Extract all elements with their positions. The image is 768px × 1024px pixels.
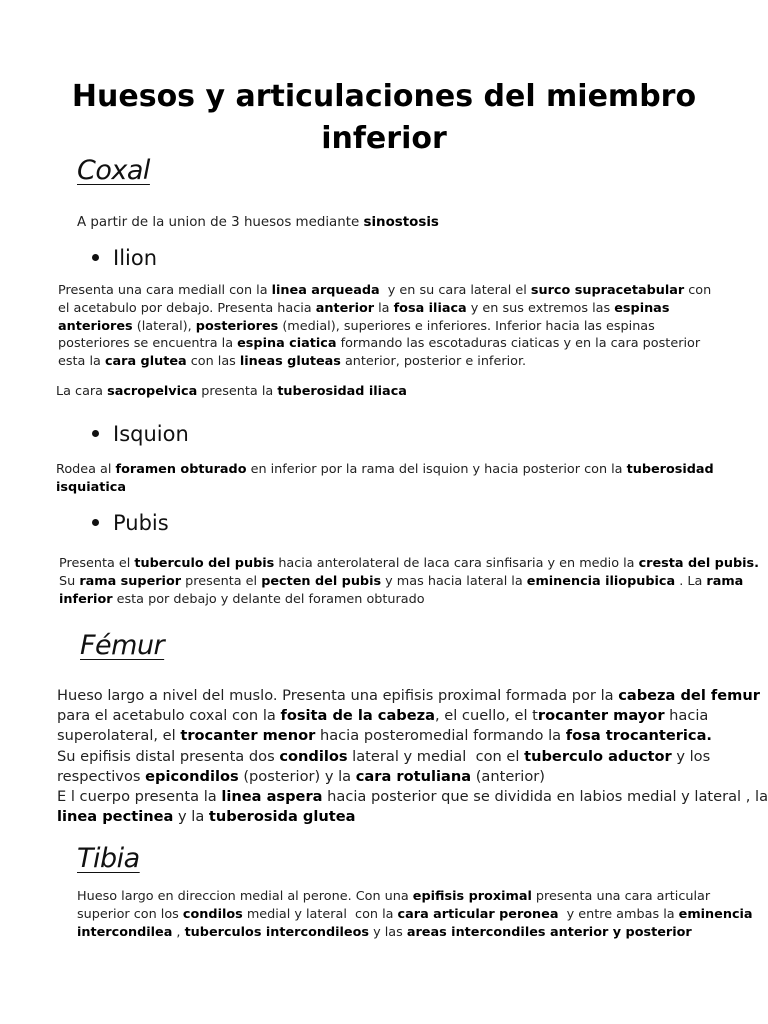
text-run: presenta una cara articular xyxy=(531,889,711,904)
text-run: E l cuerpo presenta la xyxy=(57,788,222,806)
text-run: (anterior) xyxy=(471,767,545,785)
coxal-intro xyxy=(77,214,439,231)
text-line xyxy=(57,807,768,827)
bold-term: anterior xyxy=(315,300,375,316)
title-line-2: inferior xyxy=(321,121,447,156)
text-run: anterior, posterior e inferior. xyxy=(340,354,527,370)
bold-term: espina ciatica xyxy=(237,336,337,352)
text-run: , xyxy=(172,924,185,940)
text-line xyxy=(59,591,759,609)
bold-term: lineas gluteas xyxy=(239,354,341,370)
text-run: el acetabulo por debajo. Presenta hacia xyxy=(58,300,316,316)
text-run: y la xyxy=(173,808,209,826)
bullet-dot-icon xyxy=(92,519,99,526)
bold-term: cabeza del femur xyxy=(618,687,760,704)
text-line xyxy=(57,747,768,767)
text-run: y en su cara lateral el xyxy=(379,283,531,298)
text-run: Rodea al xyxy=(56,462,116,477)
text-run: Presenta una cara mediall con la xyxy=(58,283,272,298)
page-title xyxy=(40,76,728,160)
text-run: hacia anterolateral de laca cara sinfisaria y en medio la xyxy=(274,556,639,571)
bold-term: rama superior xyxy=(79,573,182,589)
text-line xyxy=(56,479,714,497)
text-line xyxy=(57,726,768,746)
text-run: A partir de la union de 3 huesos mediante xyxy=(77,215,364,230)
isquion-paragraph xyxy=(56,461,714,497)
text-line xyxy=(57,686,768,706)
section-heading-femur: Fémur xyxy=(80,630,165,661)
femur-paragraph xyxy=(57,686,768,827)
text-run: Hueso largo en direccion medial al perone. Con una xyxy=(77,889,413,904)
bold-term: epicondilos xyxy=(145,767,239,785)
text-run: y entre ambas la xyxy=(558,906,679,922)
bold-term: sinostosis xyxy=(363,215,439,230)
bold-term: tuberosida glutea xyxy=(208,808,356,826)
text-run: Presenta el xyxy=(59,556,135,571)
text-run: con las xyxy=(186,354,240,370)
text-line xyxy=(56,461,714,479)
text-run: hacia posterior que se dividida en labios medial y lateral , la xyxy=(322,788,768,806)
text-run: esta por debajo y delante del foramen obturado xyxy=(112,591,425,607)
tibia-paragraph xyxy=(77,888,753,941)
bold-term: cara articular peronea xyxy=(397,906,559,922)
text-line xyxy=(59,573,759,591)
bold-term: inferior xyxy=(59,591,113,607)
bold-term: tuberculo del pubis xyxy=(134,556,275,571)
text-run: hacia xyxy=(664,707,709,725)
text-line xyxy=(57,767,768,787)
bold-term: intercondilea xyxy=(77,924,173,940)
text-line xyxy=(57,706,768,726)
text-line xyxy=(58,318,711,336)
text-run: presenta el xyxy=(181,573,262,589)
text-run: . La xyxy=(675,573,707,589)
bullet-label-ilion: Ilion xyxy=(113,246,158,270)
text-run: superior con los xyxy=(77,906,183,922)
text-run: presenta la xyxy=(197,384,278,399)
text-line xyxy=(77,906,753,924)
text-run: lateral y medial con el xyxy=(347,747,525,765)
text-run: Su xyxy=(59,573,80,589)
text-run: y las xyxy=(369,924,407,940)
text-run: hacia posteromedial formando la xyxy=(315,727,566,745)
text-run: posteriores se encuentra la xyxy=(58,336,238,352)
bullet-pubis xyxy=(92,511,169,535)
bold-term: cara glutea xyxy=(104,354,187,370)
bold-term: tuberculo aductor xyxy=(524,747,672,765)
title-line-1: Huesos y articulaciones del miembro xyxy=(71,79,697,114)
bold-term: fosita de la cabeza xyxy=(280,707,435,725)
bold-term: tuberculos intercondileos xyxy=(184,924,369,940)
text-run: , el cuello, el t xyxy=(434,707,538,725)
bold-term: trocanter menor xyxy=(180,727,316,745)
text-run: (medial), superiores e inferiores. Inferior hacia las espinas xyxy=(278,318,655,334)
bold-term: posteriores xyxy=(195,318,279,334)
bullet-dot-icon xyxy=(92,430,99,437)
text-line xyxy=(77,924,753,942)
bold-term: tuberosidad iliaca xyxy=(277,384,407,399)
text-run: para el acetabulo coxal con la xyxy=(57,707,281,725)
text-line xyxy=(58,335,711,353)
bold-term: espinas xyxy=(614,300,670,316)
bold-term: fosa iliaca xyxy=(393,300,467,316)
text-run: y los xyxy=(671,747,711,765)
text-run: formando las escotaduras ciaticas y en la cara posterior xyxy=(336,336,701,352)
text-line xyxy=(57,787,768,807)
bold-term: pecten del pubis xyxy=(261,573,382,589)
section-heading-coxal: Coxal xyxy=(77,155,150,186)
bold-term: linea arqueada xyxy=(271,283,380,298)
text-run: La cara xyxy=(56,384,108,399)
bullet-ilion xyxy=(92,246,157,270)
ilion-paragraph xyxy=(58,282,711,371)
bullet-label-pubis: Pubis xyxy=(113,511,169,535)
text-line xyxy=(58,300,711,318)
text-line xyxy=(58,353,711,371)
bold-term: eminencia iliopubica xyxy=(526,573,676,589)
text-run: la xyxy=(374,300,394,316)
bold-term: linea aspera xyxy=(221,788,323,806)
text-line xyxy=(77,888,753,906)
bold-term: eminencia xyxy=(678,906,753,922)
bold-term: tuberosidad xyxy=(626,462,714,477)
bold-term: cara rotuliana xyxy=(355,767,472,785)
bullet-dot-icon xyxy=(92,254,99,261)
section-heading-tibia: Tibia xyxy=(77,843,140,874)
bold-term: areas intercondiles anterior y posterior xyxy=(406,924,692,940)
bold-term: foramen obturado xyxy=(115,462,247,477)
text-run: con xyxy=(684,283,712,298)
text-run: en inferior por la rama del isquion y hacia posterior con la xyxy=(246,462,627,477)
bold-term: condilos xyxy=(279,747,348,765)
text-run: Hueso largo a nivel del muslo. Presenta una epifisis proximal formada por la xyxy=(57,687,619,704)
bold-term: sacropelvica xyxy=(107,384,198,399)
text-run: respectivos xyxy=(57,767,146,785)
bold-term: condilos xyxy=(182,906,243,922)
text-run: esta la xyxy=(58,354,105,370)
bold-term: epifisis proximal xyxy=(412,889,532,904)
ilion-note xyxy=(56,383,407,401)
text-line xyxy=(58,282,711,300)
text-run: medial y lateral con la xyxy=(242,906,398,922)
bold-term: fosa trocanterica. xyxy=(565,727,712,745)
bold-term: isquiatica xyxy=(56,479,127,495)
text-run: (lateral), xyxy=(132,318,196,334)
text-run: y en sus extremos las xyxy=(466,300,615,316)
text-run: y mas hacia lateral la xyxy=(381,573,527,589)
bold-term: surco supracetabular xyxy=(530,283,685,298)
text-run: (posterior) y la xyxy=(238,767,356,785)
bold-term: cresta del pubis. xyxy=(638,556,759,571)
text-run: Su epifisis distal presenta dos xyxy=(57,747,280,765)
bullet-isquion xyxy=(92,422,189,446)
bold-term: linea pectinea xyxy=(57,808,174,826)
bullet-label-isquion: Isquion xyxy=(113,422,189,446)
bold-term: rama xyxy=(706,573,744,589)
bold-term: anteriores xyxy=(58,318,133,334)
bold-term: rocanter mayor xyxy=(537,707,665,725)
pubis-paragraph xyxy=(59,555,759,608)
text-run: superolateral, el xyxy=(57,727,181,745)
text-line xyxy=(59,555,759,573)
